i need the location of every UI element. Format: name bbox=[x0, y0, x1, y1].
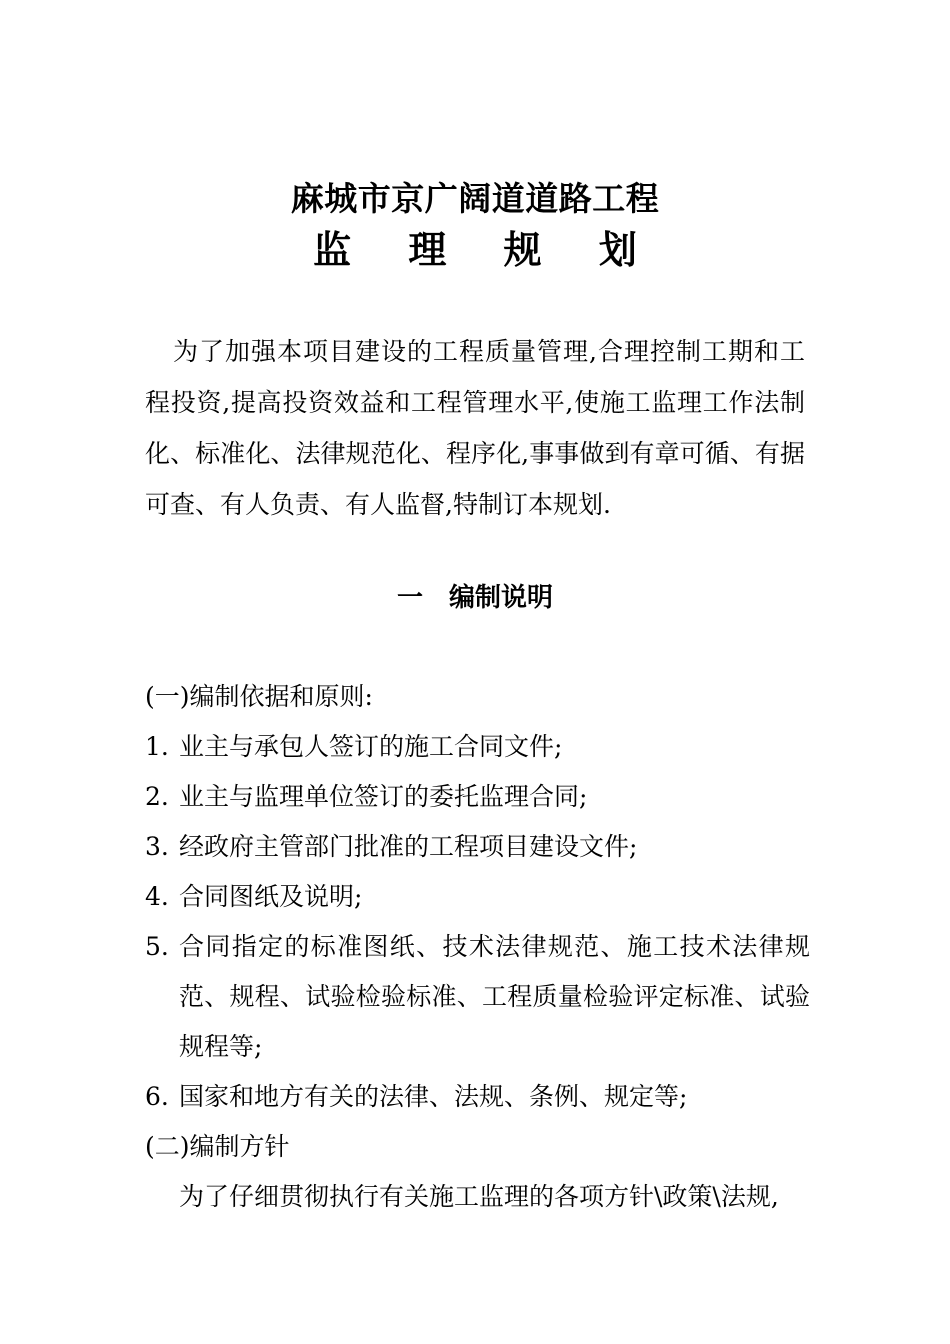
list-item bbox=[145, 1072, 810, 1122]
list-item-number: 5. bbox=[145, 932, 169, 961]
list-item bbox=[145, 872, 810, 922]
list-item-text: 业主与监理单位签订的委托监理合同; bbox=[179, 782, 588, 811]
section-heading bbox=[0, 574, 950, 622]
list-item bbox=[145, 772, 810, 822]
document-subtitle: 监 理 规 划 bbox=[313, 227, 659, 272]
intro-paragraph: 为了加强本项目建设的工程质量管理,合理控制工期和工程投资,提高投资效益和工程管理水平,使施工监理工作法制化、标准化、法律规范化、程序化,事事做到有章可循、有据可查、有人负责、有人监督,特制订本规划. bbox=[145, 337, 805, 519]
list-item-text: 经政府主管部门批准的工程项目建设文件; bbox=[179, 832, 638, 861]
policy-paragraph: 为了仔细贯彻执行有关施工监理的各项方针\政策\法规, bbox=[179, 1182, 779, 1211]
section-title: 编制说明 bbox=[449, 583, 554, 613]
section-number: 一 bbox=[396, 583, 423, 613]
list-item-text: 业主与承包人签订的施工合同文件; bbox=[179, 732, 563, 761]
list-item-number: 6. bbox=[145, 1082, 169, 1111]
list-item-text: 国家和地方有关的法律、法规、条例、规定等; bbox=[179, 1082, 688, 1111]
list-item-number: 1. bbox=[145, 732, 169, 761]
subsection-heading-basis: (一)编制依据和原则: bbox=[145, 682, 373, 711]
subsection-heading-policy: (二)编制方针 bbox=[145, 1132, 290, 1161]
list-item-number: 2. bbox=[145, 782, 169, 811]
document-title: 麻城市京广阔道道路工程 bbox=[290, 179, 660, 218]
list-item-text: 合同图纸及说明; bbox=[179, 882, 363, 911]
list-item-number: 4. bbox=[145, 882, 169, 911]
list-item-number: 3. bbox=[145, 832, 169, 861]
list-item bbox=[145, 822, 810, 872]
list-item-text: 合同指定的标准图纸、技术法律规范、施工技术法律规范、规程、试验检验标准、工程质量检验评定标准、试验规程等; bbox=[179, 932, 810, 1061]
list-item bbox=[145, 722, 810, 772]
list-item bbox=[145, 922, 810, 1072]
